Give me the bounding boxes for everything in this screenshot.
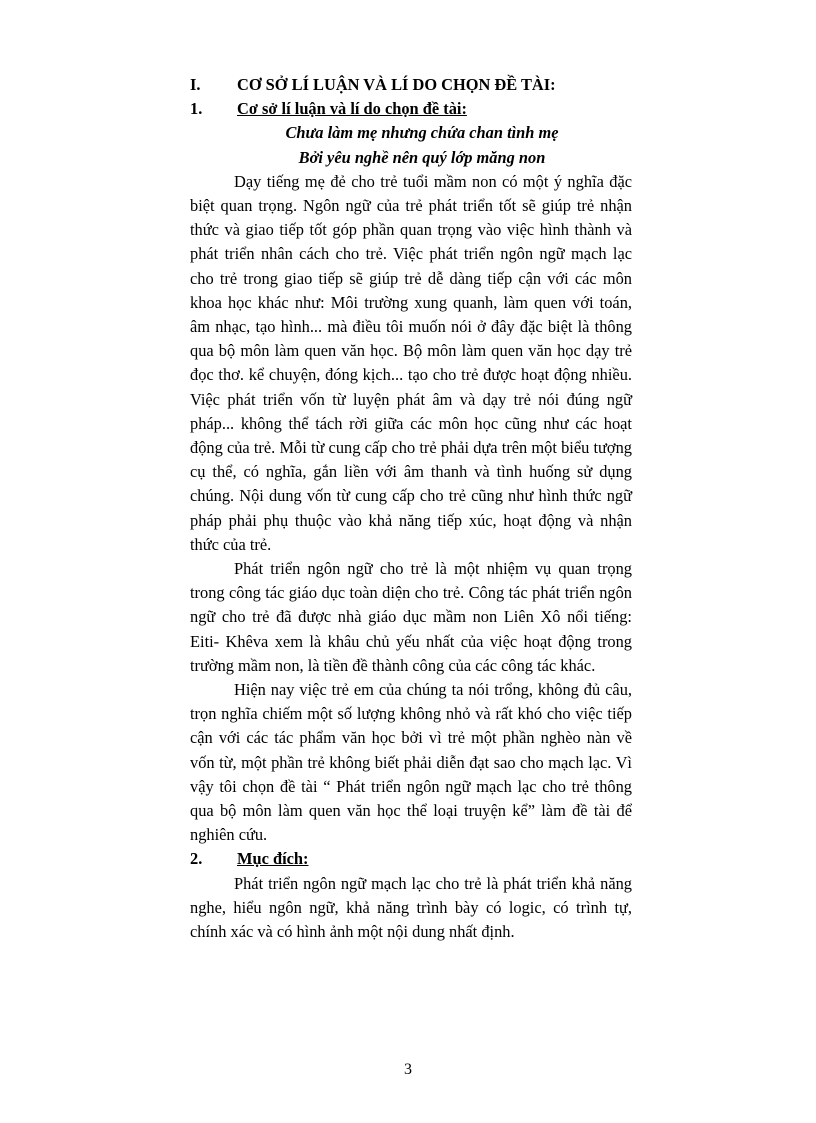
subsection-title-2: Mục đích: (237, 849, 309, 869)
paragraph-4: Phát triển ngôn ngữ mạch lạc cho trẻ là phát triển khả năng nghe, hiểu ngôn ngữ, khả năng trình bày có logic, có trình tự, chính xác và có hình ảnh một nội dung nhất định. (190, 873, 632, 942)
page-content (190, 73, 632, 944)
section-number: I. (190, 75, 201, 94)
subsection-number-2: 2. (190, 849, 203, 869)
section-title: CƠ SỞ LÍ LUẬN VÀ LÍ DO CHỌN ĐỀ TÀI: (237, 75, 556, 94)
paragraph-1: Dạy tiếng mẹ đẻ cho trẻ tuổi mầm non có một ý nghĩa đặc biệt quan trọng. Ngôn ngữ của trẻ phát triển tốt sẽ giúp trẻ nhận thức và giao tiếp tốt góp phần quan trọng vào việc hình thành và phát triển nhân cách cho trẻ. Việc phát triển ngôn ngữ mạch lạc cho trẻ trong giao tiếp sẽ giúp trẻ dễ dàng tiếp cận với các môn khoa học khác như: Môi trường xung quanh, làm quen với toán, âm nhạc, tạo hình... mà điều tôi muốn nói ở đây đặc biệt là thông qua bộ môn làm quen văn học. Bộ môn làm quen văn học dạy trẻ đọc thơ. kể chuyện, đóng kịch... tạo cho trẻ được hoạt động nhiều. Việc phát triển vốn từ luyện phát âm và dạy trẻ nói đúng ngữ pháp... không thể tách rời giữa các môn học cũng như các hoạt động của trẻ. Mỗi từ cung cấp cho trẻ phải dựa trên một biểu tượng cụ thể, có nghĩa, gắn liền với âm thanh và tình huống sử dụng chúng. Nội dung vốn từ cung cấp cho trẻ cũng như hình thức ngữ pháp phải phụ thuộc vào khả năng tiếp xúc, hoạt động và nhận thức của trẻ. (190, 171, 632, 554)
paragraph-2: Phát triển ngôn ngữ cho trẻ là một nhiệm vụ quan trọng trong công tác giáo dục toàn diện cho trẻ. Công tác phát triển ngôn ngữ cho trẻ đã được nhà giáo dục mầm non Liên Xô nổi tiếng: Eiti- Khêva xem là khâu chủ yếu nhất của việc hoạt động trong trường mầm non, là tiền đề thành công của các công tác khác. (190, 559, 632, 675)
poem-line-2: Bởi yêu nghề nên quý lớp măng non (298, 147, 546, 167)
subsection-number-1: 1. (190, 99, 203, 119)
subsection-heading-1 (190, 97, 632, 121)
page-number: 3 (404, 1061, 412, 1078)
subsection-heading-2 (190, 847, 632, 871)
section-heading (190, 73, 632, 97)
poem-line-1: Chưa làm mẹ nhưng chứa chan tình mẹ (285, 123, 559, 143)
paragraph-3: Hiện nay việc trẻ em của chúng ta nói trổng, không đủ câu, trọn nghĩa chiếm một số lượng không nhỏ và rất khó cho việc tiếp cận với các tác phẩm văn học bởi vì trẻ một phần nghèo nàn về vốn từ, một phần trẻ không biết phải diễn đạt sao cho mạch lạc. Vì vậy tôi chọn đề tài “ Phát triển ngôn ngữ mạch lạc cho trẻ thông qua bộ môn làm quen văn học thể loại truyện kể” làm đề tài để nghiên cứu. (190, 680, 632, 845)
subsection-title-1: Cơ sở lí luận và lí do chọn đề tài: (237, 99, 467, 119)
